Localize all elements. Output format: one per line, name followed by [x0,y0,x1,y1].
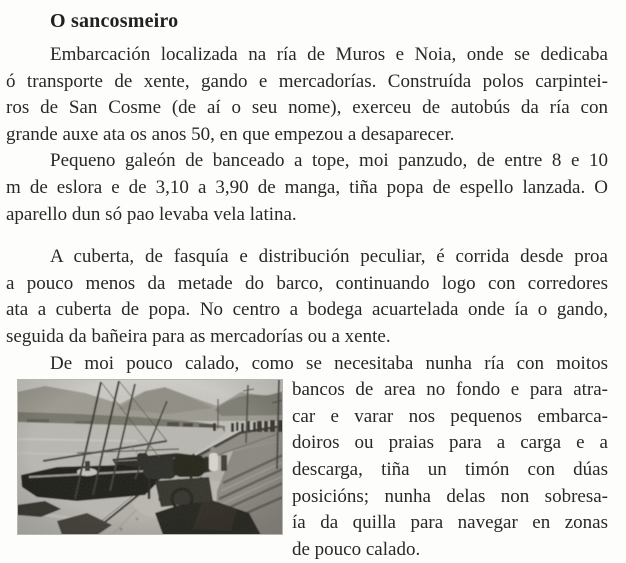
paragraph-1 [6,42,608,148]
text-line: A cuberta, de fasquía e distribución peculiar, é corrida desde proa [50,246,608,268]
text-line: ata a cuberta de popa. No centro a bodega acuartelada onde ía o gando, [6,299,608,321]
text-line: doiros ou praias para a carga e a [292,432,608,454]
text-line: Pequeno galeón de banceado a tope, moi panzudo, de entre 8 e 10 [50,150,608,172]
text-line: m de eslora e de 3,10 a 3,90 de manga, tiña popa de espello lanzada. O [6,176,608,198]
text-line: bancos de area no fondo e para atra- [292,379,608,401]
harbor-photo [17,379,283,535]
paragraph-4 [6,351,608,563]
text-line: seguida da bañeira para as mercadorías ou a xente. [6,325,391,347]
text-line: de pouco calado. [292,538,421,560]
text-line: grande auxe ata os anos 50, en que empezou a desaparecer. [6,123,455,145]
wrapped-text-column [292,377,608,563]
paragraph-3 [6,244,608,350]
text-line: descarga, tiña un timón con dúas [292,458,608,480]
text-line: ó transporte de xente, gando e mercadorías. Construída polos carpintei- [6,70,608,92]
text-line: Embarcación localizada na ría de Muros e Noia, onde se dedicaba [50,44,608,65]
text-line: aparello dun só pao levaba vela latina. [6,203,297,225]
text-line: car e varar nos pequenos embarca- [292,405,608,427]
harbor-photo-frame [17,379,283,535]
text-line: ros de San Cosme (de aí o seu nome), exerceu de autobús da ría con [6,97,608,119]
text-line: ía da quilla para navegar en zonas [292,512,608,534]
text-line: a pouco menos da metade do barco, continuando logo con corredores [6,272,608,294]
photo-text-row [6,377,608,563]
section-break [6,228,608,244]
paragraph-2 [6,148,608,228]
text-column [6,0,608,563]
text-line: De moi pouco calado, como se necesitaba nunha ría con moitos [50,352,608,374]
text-line: posicións; nunha delas non sobresa- [292,485,608,507]
page-title: O sancosmeiro [50,10,179,32]
